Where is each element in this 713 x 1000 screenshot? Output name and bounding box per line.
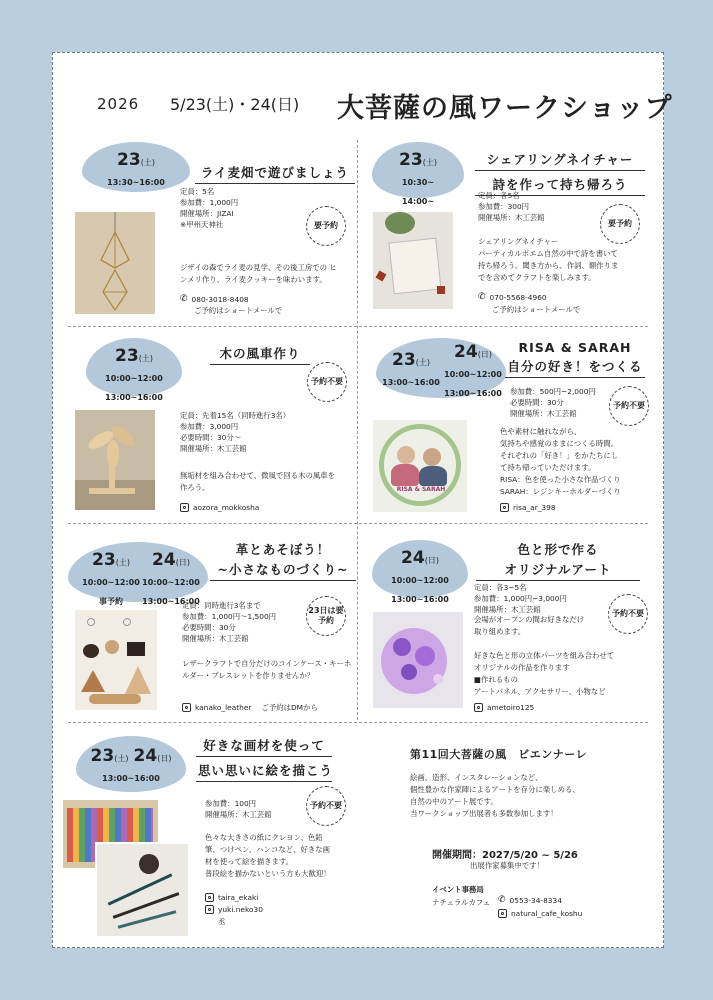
ws1-note: ご予約はショートメールで [194, 306, 283, 315]
header-year: 2026 [97, 95, 140, 113]
ws7-instagram-1: taira_ekaki [205, 892, 258, 903]
ws5-description: レザークラフトで自分だけのコインケース・キーホルダー・ブレスレットを作りませんか？ [182, 659, 352, 680]
page-title: 大菩薩の風ワークショップ [337, 93, 673, 124]
ws5-date-sun: 24(日) 10:00~12:00 13:00~16:00 [142, 550, 200, 606]
ws2-info: 定員：各5名 参加費：300円 開催場所：木工芸館 [478, 191, 545, 222]
instagram-icon [205, 893, 214, 902]
ws3-date: 23(土) 10:00~12:00 13:00~16:00 [105, 346, 163, 402]
ws2-description: シェアリングネイチャー パーティカルポエム自然の中で詩を書いて 持ち帰ろう。聞き方から、作詞、額作りま でを含めてクラフトを楽しみます。 [478, 237, 619, 282]
ink-pens-photo [95, 842, 190, 938]
ws6-date: 24(日) 10:00~12:00 13:00~16:00 [391, 548, 449, 604]
ws5-date-sat: 23(土) 10:00~12:00 事予約 [82, 550, 140, 606]
ws6-description-2: 好きな色と形の立体パーツを組み合わせて オリジナルの作品を作ります ■作れるもの アートパネル、アクセサリー、小物など [474, 651, 615, 696]
reservation-badge: 予約不要 [306, 786, 346, 826]
office-instagram: natural_cafe_koshu [498, 908, 582, 919]
ws3-description: 無垢材を組み合わせて、微風で回る木の風車を作ろう。 [180, 471, 336, 492]
ws4-instagram: risa_ar_398 [500, 502, 556, 513]
reservation-badge: 予約不要 [608, 594, 648, 634]
biennale-period: 開催期間：2027/5/20 ~ 5/26 [432, 850, 578, 861]
biennale-recruit: 出展作家募集中です！ [470, 861, 544, 870]
phone-icon: ✆ [180, 294, 188, 304]
ws1-info: 定員：5名 参加費：1,000円 開催場所：JIZAI ※甲州天神社 [180, 187, 239, 229]
phone-icon: ✆ [478, 292, 486, 302]
ws1-title: ライ麦畑で遊びましょう [195, 163, 355, 188]
ws7-date: 23(土) 24(日) 13:00~16:00 [90, 746, 172, 783]
ws4-title: RISA & SARAH 自分の好き！をつくる [505, 340, 645, 382]
reservation-badge: 要予約 [306, 206, 346, 246]
instagram-icon [205, 905, 214, 914]
biennale-title: 第11回大菩薩の風 ビエンナーレ [410, 748, 588, 761]
divider [68, 722, 648, 723]
ws2-note: ご予約はショートメールで [492, 305, 581, 314]
windmill-photo [75, 410, 155, 510]
ws2-phone: ✆ 070-5568-4960 [478, 292, 547, 302]
instagram-icon [180, 503, 189, 512]
himmeli-photo [75, 212, 155, 314]
ws4-date-sun: 24(日) 10:00~12:00 13:00~16:00 [444, 342, 502, 398]
reservation-badge: 予約不要 [609, 386, 649, 426]
ws4-description: 色や素材に触れながら、 気持ちや感覚のままにつくる時間。 それぞれの「好き！」をかたちにし て持ち帰っていただけます。 RISA：色を使った小さな作品づくり SARAH：レジンキーホルダーづくり [500, 427, 621, 496]
ws1-date: 23(土) 13:30~16:00 [107, 150, 165, 187]
biennale-description: 絵画、造形、インスタレーションなど、 個性豊かな作家陣によるアートを存分に楽しめる、 自然の中のアート展です。 当ワークショップ出展者も多数参加します！ [410, 773, 580, 818]
ws5-title: 革とあそぼう！ ~小さなものづくり~ [210, 540, 356, 585]
ws7-title: 好きな画材を使って 思い思いに絵を描こう [196, 736, 332, 786]
ws5-instagram: kanako_leather ご予約はDMから [182, 702, 318, 713]
reservation-badge: 予約不要 [307, 362, 347, 402]
ws4-date-sat: 23(土) 13:00~16:00 [382, 350, 440, 387]
risa-sarah-photo [373, 420, 467, 512]
ws6-info: 定員：各3~5名 参加費：1,000円~3,000円 開催場所：木工芸館 [474, 583, 567, 614]
ws7-instagram-2: yuki.neko30 [205, 904, 263, 915]
ws3-info: 定員：先着15名（同時進行3名） 参加費：3,000円 必要時間：30分～ 開催場所：木工芸館 [180, 411, 291, 453]
ws7-instagram-2-suffix: 丞 [218, 917, 226, 926]
ws2-title: シェアリングネイチャー 詩を作って持ち帰ろう [475, 150, 645, 200]
reservation-badge: 23日は要予約 [306, 596, 346, 636]
office-phone: ✆ 0553-34-8334 [498, 895, 562, 905]
instagram-icon [500, 503, 509, 512]
header-dates: 5/23(土)・24(日) [170, 95, 300, 114]
ws7-info: 参加費：100円 開催場所：木工芸館 [205, 799, 272, 819]
ws7-description: 色々な大きさの紙にクレヨン、色鉛 筆、つけペン、ハンコなど、好きな画 材を使って絵を描きます。 普段絵を描かないという方も大歓迎！ [205, 833, 331, 878]
event-office-name: ナチュラルカフェ [432, 898, 491, 907]
instagram-icon [474, 703, 483, 712]
event-office-label: イベント事務局 [432, 885, 484, 894]
ws6-title: 色と形で作る オリジナルアート [476, 540, 640, 585]
poem-craft-photo [373, 212, 453, 309]
divider [68, 326, 648, 327]
ws6-description-1: 会場がオープンの間お好きなだけ 取り組めます。 [474, 615, 585, 636]
ws3-instagram: aozora_mokkosha [180, 502, 259, 513]
ws6-instagram: ametoiro125 [474, 702, 534, 713]
ws2-date: 23(土) 10:30~ 14:00~ [399, 150, 437, 206]
divider [68, 523, 648, 524]
color-art-photo [373, 612, 463, 708]
leather-photo [75, 610, 157, 710]
reservation-badge: 要予約 [600, 204, 640, 244]
risa-sarah-sign: RISA & SARAH [396, 486, 446, 493]
divider [357, 140, 358, 720]
ws5-info: 定員：同時進行3名まで 参加費：1,000円～1,500円 必要時間：30分 開催場所：木工芸館 [182, 601, 277, 643]
instagram-icon [498, 909, 507, 918]
ws4-info: 参加費：500円~2,000円 必要時間：30分 開催場所：木工芸館 [510, 387, 596, 418]
phone-icon: ✆ [498, 895, 506, 905]
ws1-description: ジザイの森でライ麦の見学、その後工房での ヒンメリ作り、ライ麦クッキーを味わいます。 [180, 263, 337, 284]
ws3-title: 木の風車作り [210, 344, 310, 369]
instagram-icon [182, 703, 191, 712]
ws1-phone: ✆ 080-3018-8408 [180, 294, 249, 304]
